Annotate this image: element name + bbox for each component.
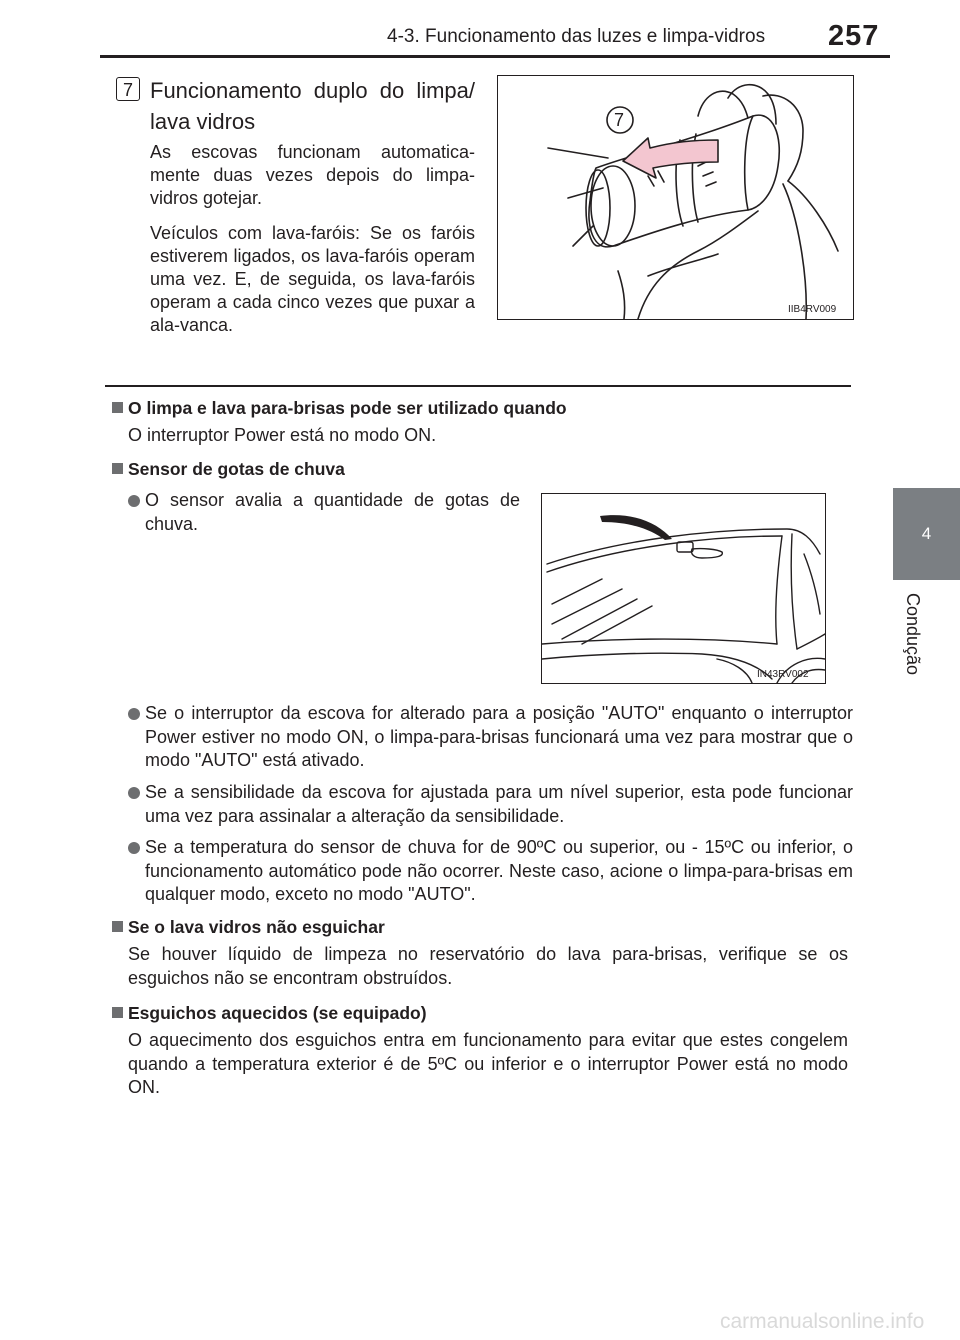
header-rule bbox=[100, 55, 890, 58]
chapter-number: 4 bbox=[921, 524, 932, 543]
section-square-icon bbox=[112, 463, 123, 474]
figure-callout-number: 7 bbox=[614, 110, 625, 130]
bullet-text: Se a temperatura do sensor de chuva for de 90ºC ou superior, ou - 15ºC ou inferior, o funcionamento automático pode não ocorrer. Neste caso, acione o limpa-para-brisas em qualquer modo, exceto no modo "AUTO". bbox=[145, 837, 853, 905]
section-heading: Sensor de gotas de chuva bbox=[128, 459, 345, 479]
hand-lever-drawing bbox=[498, 76, 853, 319]
direction-arrow-icon bbox=[623, 138, 718, 178]
section-divider bbox=[105, 385, 851, 387]
figure-code: IIB4RV009 bbox=[788, 304, 837, 315]
bullet-dot-icon bbox=[128, 842, 140, 854]
item-heading: Funcionamento duplo do limpa/ lava vidros bbox=[150, 78, 475, 134]
bullet-text: Se a sensibilidade da escova for ajustada para um nível superior, esta pode funcionar uma vez para assinalar a alteração da sensibilidade. bbox=[145, 782, 853, 826]
section-heading: O limpa e lava para-brisas pode ser utilizado quando bbox=[128, 398, 567, 418]
section-square-icon bbox=[112, 921, 123, 932]
item-number-marker: 7 bbox=[116, 77, 140, 101]
section-text: O interruptor Power está no modo ON. bbox=[128, 425, 437, 445]
section-text: Se houver líquido de limpeza no reservatório do lava para-brisas, verifique se os esguichos não se encontram obstruídos. bbox=[128, 944, 848, 988]
windshield-drawing bbox=[542, 494, 825, 683]
sensor-pointer-icon bbox=[600, 515, 672, 540]
rain-sensor-illustration bbox=[541, 493, 826, 684]
page-number: 257 bbox=[828, 20, 880, 52]
chapter-tab bbox=[893, 488, 960, 580]
section-square-icon bbox=[112, 402, 123, 413]
bullet-text: Se o interruptor da escova for alterado para a posição "AUTO" enquanto o interruptor Power estiver no modo ON, o limpa-para-brisas funcionará uma vez para mostrar que o modo "AUTO" está ativado. bbox=[145, 703, 853, 771]
bullet-dot-icon bbox=[128, 495, 140, 507]
section-square-icon bbox=[112, 1007, 123, 1018]
running-header-title: 4-3. Funcionamento das luzes e limpa-vidros bbox=[387, 26, 766, 47]
section-heading: Se o lava vidros não esguichar bbox=[128, 917, 385, 937]
item-paragraph: As escovas funcionam automatica-mente duas vezes depois do limpa-vidros gotejar. bbox=[150, 142, 475, 208]
watermark: carmanualsonline.info bbox=[720, 1310, 925, 1333]
chapter-name: Condução bbox=[903, 593, 923, 676]
bullet-dot-icon bbox=[128, 787, 140, 799]
bullet-dot-icon bbox=[128, 708, 140, 720]
bullet-text: O sensor avalia a quantidade de gotas de chuva. bbox=[145, 490, 520, 534]
figure-code: IN43RV002 bbox=[757, 669, 809, 680]
item-paragraph: Veículos com lava-faróis: Se os faróis estiverem ligados, os lava-faróis operam uma vez. E, de seguida, os lava-faróis operam a cada cinco vezes que puxar a ala-vanca. bbox=[150, 223, 475, 335]
wiper-lever-illustration bbox=[497, 75, 854, 320]
section-heading: Esguichos aquecidos (se equipado) bbox=[128, 1003, 427, 1023]
chapter-name-label bbox=[902, 593, 932, 693]
section-text: O aquecimento dos esguichos entra em funcionamento para evitar que estes congelem quando a temperatura exterior é de 5ºC ou inferior e o interruptor Power está no modo ON. bbox=[128, 1030, 848, 1098]
